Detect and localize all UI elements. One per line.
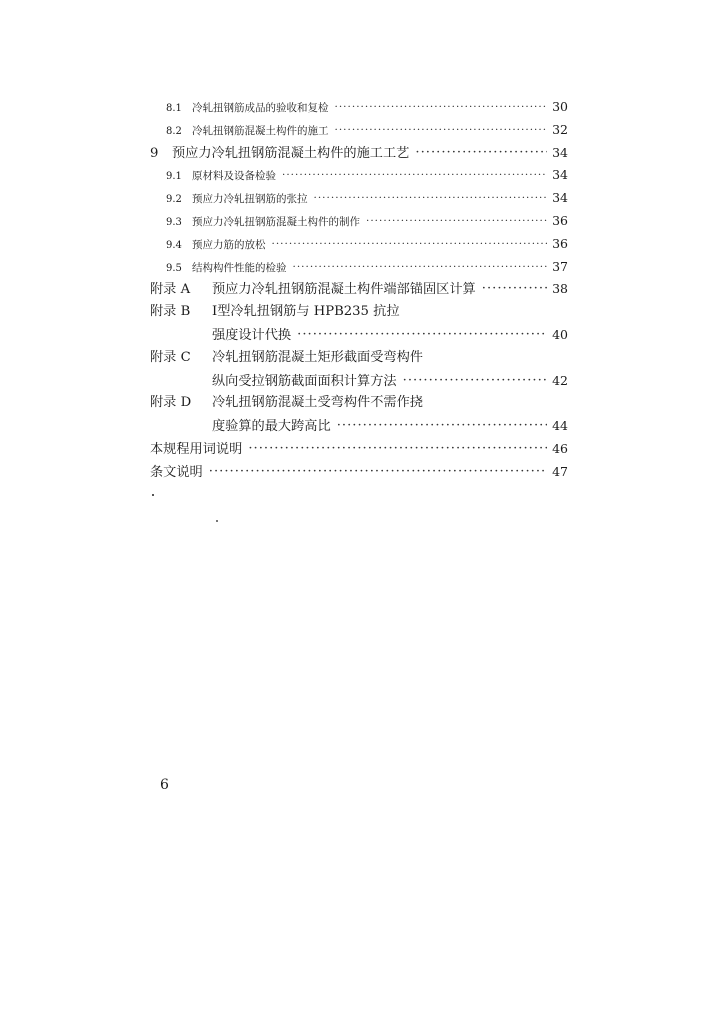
toc-entry-title: 预应力冷轧扭钢筋混凝土构件的施工工艺 — [172, 145, 410, 161]
toc-entry-number: 9.3 — [166, 216, 182, 228]
toc-entry-continuation — [150, 370, 568, 393]
leader-dots — [297, 324, 547, 347]
toc-entry-title: 预应力筋的放松 — [192, 238, 266, 251]
toc-entry-title: 原材料及设备检验 — [192, 170, 276, 183]
toc-entry-page: 30 — [552, 99, 568, 114]
leader-dots — [335, 96, 548, 119]
leader-dots — [482, 278, 547, 301]
toc-entry — [150, 119, 568, 142]
toc-entry — [150, 347, 568, 370]
toc-entry-number: 9.2 — [166, 194, 182, 206]
toc-entry-title: 冷轧扭钢筋成品的验收和复检 — [192, 102, 329, 114]
toc-entry-page: 42 — [552, 372, 568, 388]
toc-entry-title: 度验算的最大跨高比 — [212, 419, 331, 435]
toc-entry — [150, 256, 568, 279]
leader-dots — [335, 119, 548, 142]
toc-entry — [150, 96, 568, 119]
toc-entry-title: 预应力冷轧扭钢筋混凝土构件的制作 — [192, 215, 360, 228]
leader-dots — [209, 461, 547, 484]
toc-entry-number: 附录 A — [150, 282, 191, 298]
toc-entry — [150, 461, 568, 484]
toc-entry-continuation — [150, 324, 568, 347]
toc-entry — [150, 438, 568, 461]
toc-entry-number: 9.4 — [166, 239, 182, 251]
toc-entry-page: 32 — [552, 121, 568, 137]
toc-entry-page: 37 — [552, 258, 568, 274]
toc-entry-title: 纵向受拉钢筋截面面积计算方法 — [212, 373, 397, 389]
page-number: 6 — [160, 777, 169, 793]
leader-dots — [293, 256, 548, 279]
toc-entry-page: 34 — [552, 190, 568, 206]
toc-entry-page: 38 — [552, 281, 568, 297]
scan-speck — [152, 494, 154, 496]
toc-entry-number: 9.1 — [166, 171, 182, 183]
toc-entry-title: 强度设计代换 — [212, 327, 292, 343]
toc-entry-title: 条文说明 — [150, 464, 203, 480]
toc-entry-number: 附录 B — [150, 304, 191, 320]
toc-entry-number: 9.5 — [166, 262, 182, 274]
toc-entry-title: 预应力冷轧扭钢筋混凝土构件端部锚固区计算 — [212, 282, 476, 298]
table-of-contents — [150, 96, 568, 484]
leader-dots — [282, 164, 547, 187]
leader-dots — [403, 370, 547, 393]
toc-entry-page: 44 — [552, 418, 568, 434]
toc-entry-page: 46 — [552, 440, 568, 456]
toc-entry-page: 36 — [552, 235, 568, 251]
toc-entry-title: 本规程用词说明 — [150, 441, 243, 457]
toc-entry — [150, 392, 568, 415]
toc-entry — [150, 187, 568, 210]
leader-dots — [366, 210, 547, 233]
toc-entry — [150, 210, 568, 233]
toc-entry-continuation — [150, 415, 568, 438]
toc-entry-page: 36 — [552, 212, 568, 228]
toc-entry-page: 34 — [552, 167, 568, 183]
toc-entry-number: 8.2 — [166, 125, 182, 137]
toc-entry — [150, 278, 568, 301]
scan-speck — [216, 520, 218, 522]
toc-entry-page: 47 — [552, 463, 568, 479]
toc-entry — [150, 164, 568, 187]
leader-dots — [272, 233, 548, 256]
leader-dots — [314, 187, 548, 210]
toc-entry-title: 冷轧扭钢筋混凝土矩形截面受弯构件 — [212, 349, 423, 365]
toc-entry — [150, 233, 568, 256]
leader-dots — [415, 142, 547, 165]
toc-entry-title: Ⅰ型冷轧扭钢筋与 HPB235 抗拉 — [212, 304, 400, 320]
leader-dots — [337, 415, 547, 438]
toc-entry-page: 40 — [552, 326, 568, 342]
toc-entry — [150, 142, 568, 165]
toc-entry-number: 附录 C — [150, 349, 191, 365]
toc-entry-title: 冷轧扭钢筋混凝土构件的施工 — [192, 124, 329, 137]
toc-entry-title: 预应力冷轧扭钢筋的张拉 — [192, 193, 308, 206]
toc-entry-title: 结构构件性能的检验 — [192, 261, 287, 274]
toc-entry-number: 9 — [150, 145, 159, 161]
toc-entry-title: 冷轧扭钢筋混凝土受弯构件不需作挠 — [212, 395, 423, 411]
toc-entry — [150, 301, 568, 324]
toc-entry-number: 附录 D — [150, 395, 192, 411]
leader-dots — [248, 438, 547, 461]
toc-entry-number: 8.1 — [166, 103, 182, 114]
toc-entry-page: 34 — [552, 144, 568, 160]
